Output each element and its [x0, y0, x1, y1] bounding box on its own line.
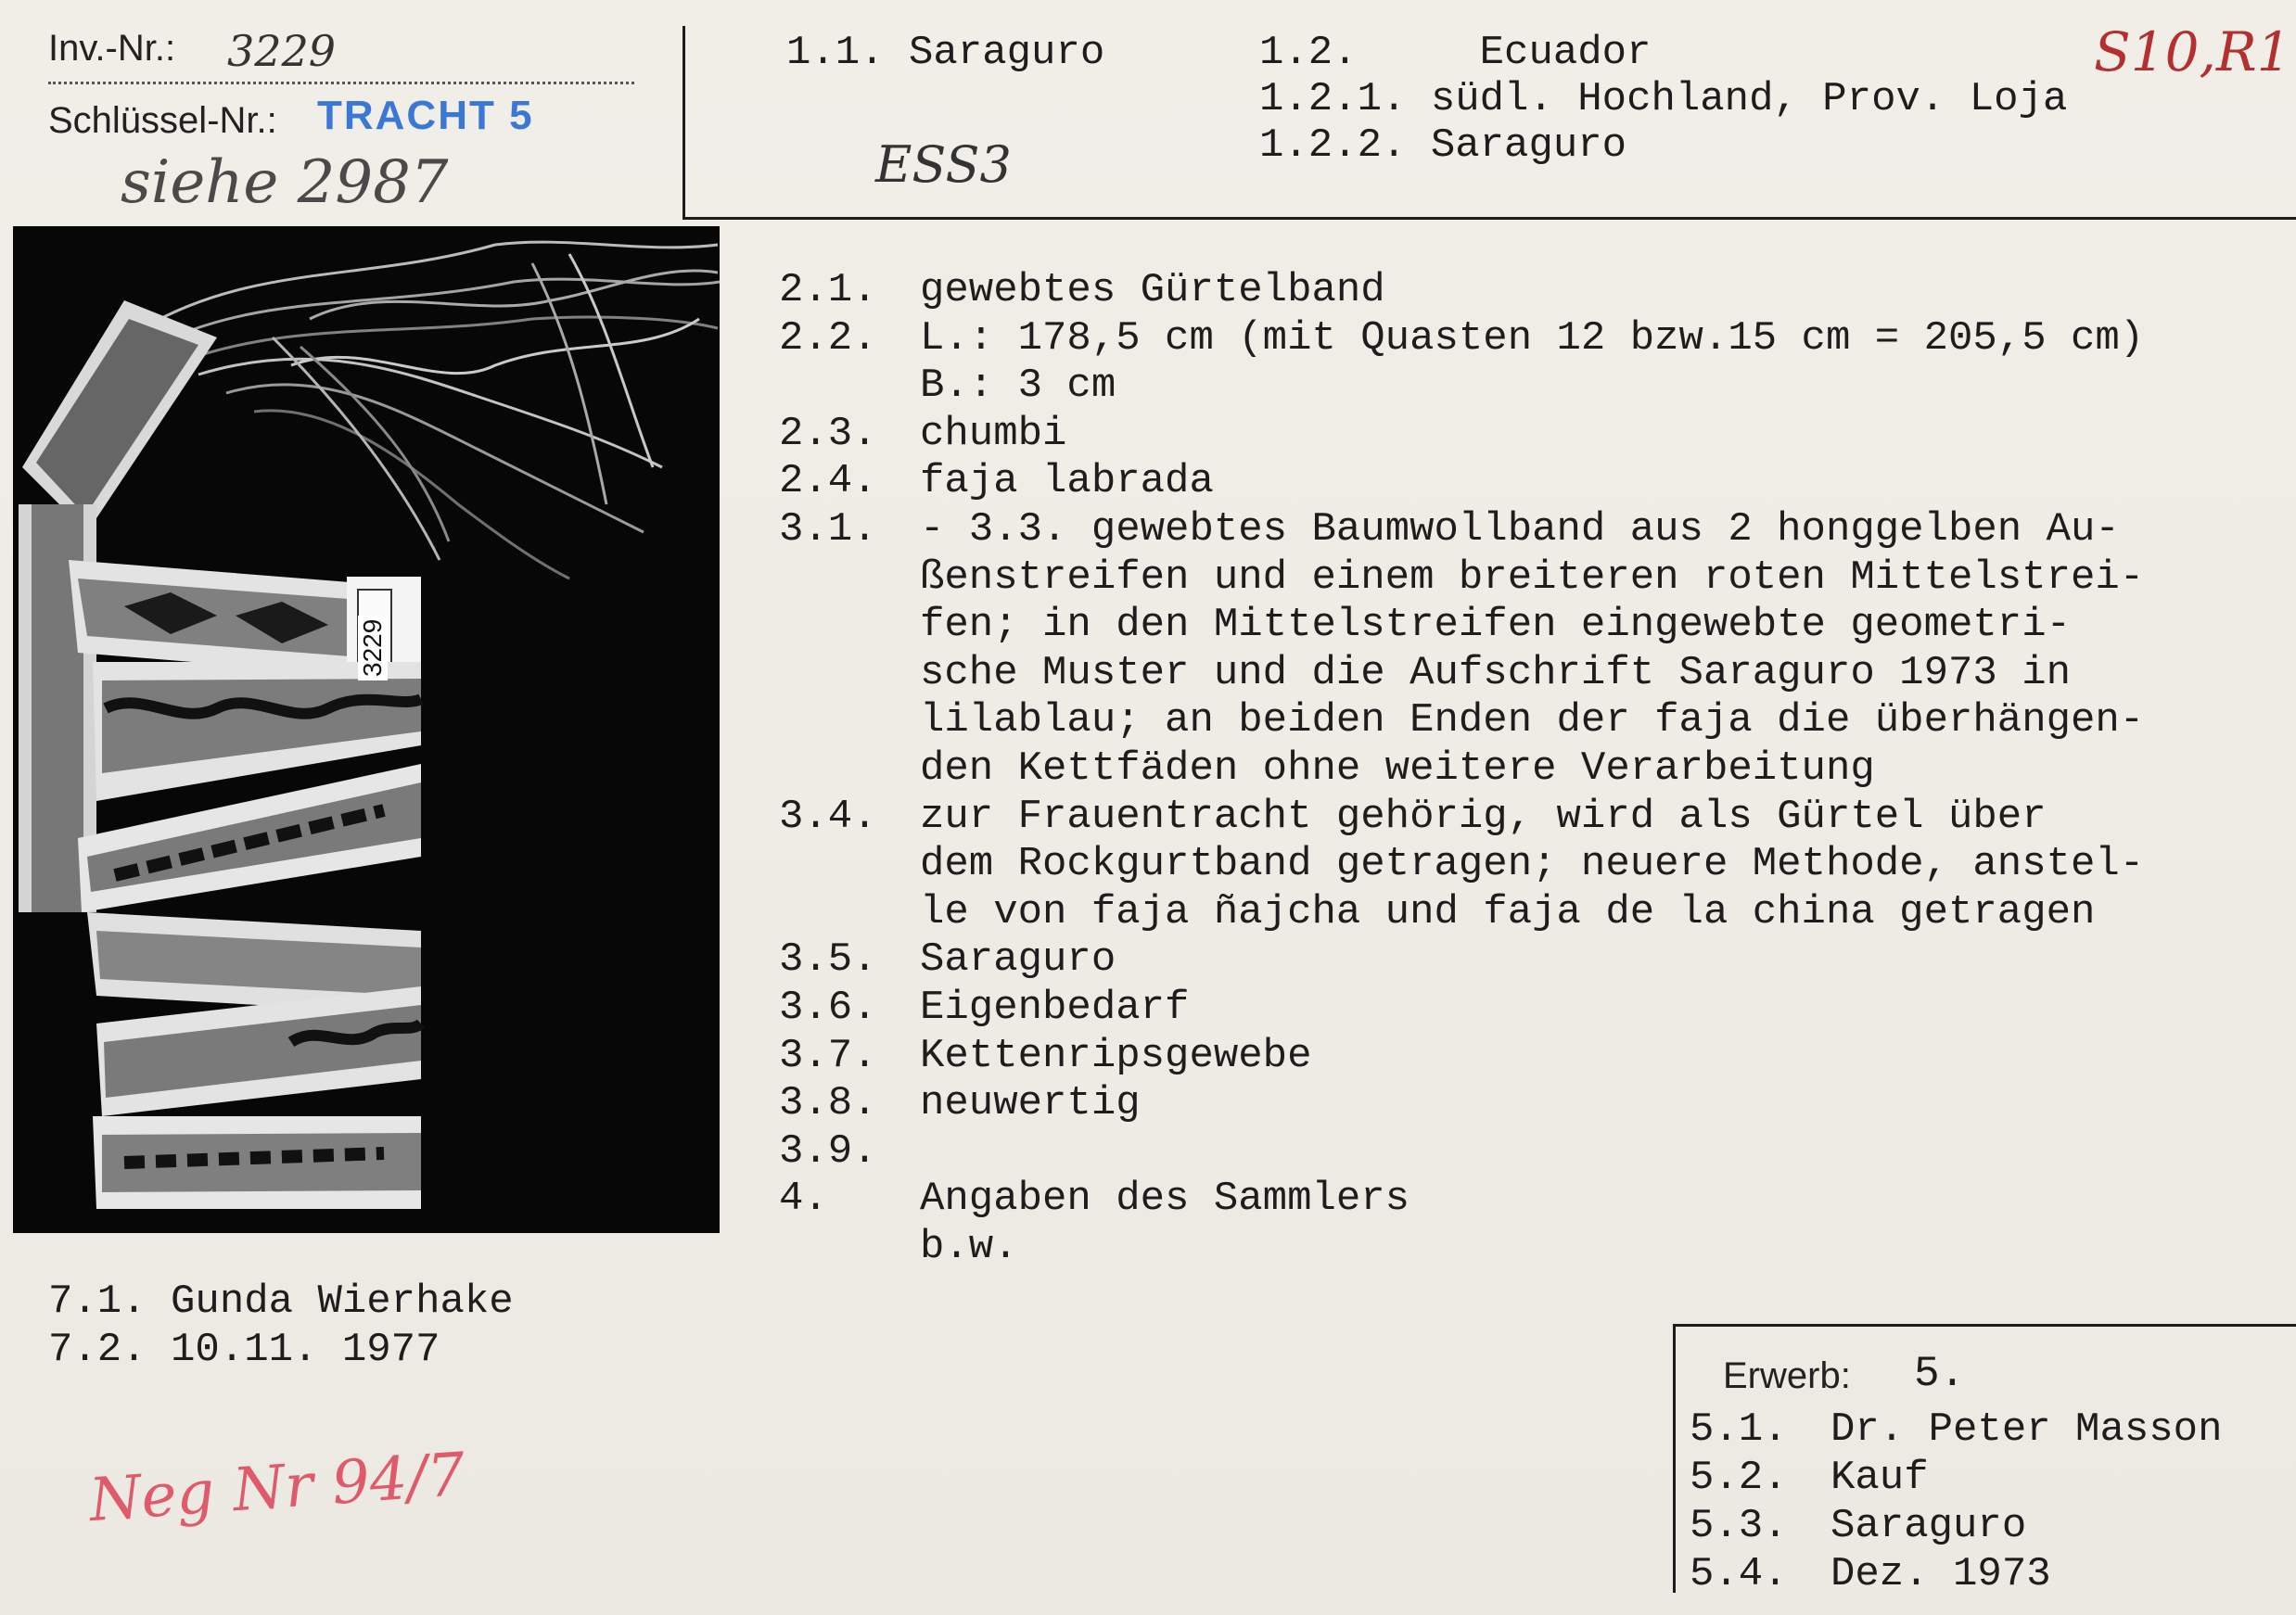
acquisition-number: 5.4. — [1690, 1551, 1788, 1597]
entry-row — [779, 554, 2144, 603]
acquisition-text: Saraguro — [1830, 1503, 2027, 1549]
entry-row — [779, 1128, 2144, 1176]
entry-number: 3.6. — [779, 984, 877, 1031]
cross-reference-note: siehe 2987 — [121, 148, 449, 217]
entry-text: - 3.3. gewebtes Baumwollband aus 2 honggelben Au- — [920, 505, 2120, 553]
entry-row — [779, 697, 2144, 745]
description-block — [779, 267, 2144, 1271]
entry-number — [779, 554, 920, 603]
field-1-2-block: 1.2. Ecuador 1.2.1. südl. Hochland, Prov. Loja 1.2.2. Saraguro — [1259, 30, 2068, 169]
entry-row — [779, 1176, 2144, 1224]
acquisition-section-number: 5. — [1914, 1350, 1966, 1398]
acquisition-text: Kauf — [1830, 1455, 1929, 1501]
inventory-number-value: 3229 — [227, 26, 337, 76]
entry-text: zur Frauentracht gehörig, wird als Gürtel über — [920, 793, 2047, 840]
entry-text: le von faja ñajcha und faja de la china getragen — [920, 888, 2096, 935]
key-number-label: Schlüssel-Nr.: — [48, 100, 277, 141]
acquisition-row — [1690, 1405, 2222, 1454]
entry-number — [779, 650, 920, 698]
entry-text: neuwertig — [920, 1080, 1141, 1127]
acquisition-label: Erwerb: — [1723, 1355, 1851, 1396]
entry-number — [779, 602, 920, 650]
field-1-1: 1.1. Saraguro — [786, 30, 1105, 76]
entry-text: lilablau; an beiden Enden der faja die überhängen- — [920, 697, 2145, 744]
entry-text: Saraguro — [920, 936, 1116, 984]
entry-row — [779, 506, 2144, 554]
entry-row — [779, 889, 2144, 937]
entry-number — [779, 745, 920, 794]
entry-number: 3.5. — [779, 936, 877, 984]
collector-block: 7.1. Gunda Wierhake 7.2. 10.11. 1977 — [48, 1278, 514, 1373]
dotted-divider — [48, 82, 634, 84]
entry-number: 2.1. — [779, 267, 877, 313]
acquisition-box-top-rule — [1673, 1324, 2296, 1327]
acquisition-number: 5.1. — [1690, 1406, 1788, 1453]
inventory-number-label: Inv.-Nr.: — [48, 28, 176, 69]
entry-text: Kettenripsgewebe — [920, 1032, 1312, 1079]
entry-text: b.w. — [920, 1223, 1018, 1270]
entry-text: Eigenbedarf — [920, 984, 1190, 1031]
acquisition-box-left-rule — [1673, 1324, 1676, 1593]
entry-row — [779, 841, 2144, 889]
entry-text: L.: 178,5 cm (mit Quasten 12 bzw.15 cm = 205,5 cm) — [920, 314, 2145, 362]
entry-number: 2.4. — [779, 458, 877, 505]
acquisition-row — [1690, 1454, 2222, 1502]
entry-text: gewebtes Gürtelband — [920, 267, 1385, 313]
entry-number: 2.2. — [779, 314, 877, 362]
entry-text: dem Rockgurtband getragen; neuere Methode, anstel- — [920, 841, 2145, 888]
entry-text: B.: 3 cm — [920, 362, 1116, 410]
acquisition-rows — [1690, 1405, 2222, 1598]
header-vertical-rule — [682, 26, 685, 217]
entry-number — [779, 697, 920, 745]
ess-code: ESS3 — [875, 135, 1012, 194]
entry-number: 2.3. — [779, 410, 877, 457]
entry-text: faja labrada — [920, 458, 1214, 505]
entry-row — [779, 1033, 2144, 1081]
negative-number-note: Neg Nr 94/7 — [86, 1440, 467, 1536]
acquisition-number: 5.2. — [1690, 1455, 1788, 1501]
entry-row — [779, 745, 2144, 794]
acquisition-text: Dez. 1973 — [1830, 1551, 2051, 1597]
entry-text: ßenstreifen und einem breiteren roten Mittelstrei- — [920, 553, 2145, 601]
entry-row — [779, 985, 2144, 1033]
entry-row — [779, 315, 2144, 363]
key-number-value: TRACHT 5 — [317, 93, 534, 138]
entry-row — [779, 794, 2144, 842]
belt-photograph — [13, 226, 720, 1233]
entry-row — [779, 362, 2144, 411]
entry-text: fen; in den Mittelstreifen eingewebte geometri- — [920, 602, 2072, 649]
entry-number — [779, 889, 920, 937]
belt-image — [13, 226, 720, 1233]
entry-text: sche Muster und die Aufschrift Saraguro 1973 in — [920, 649, 2072, 696]
header-horizontal-rule — [682, 217, 2296, 220]
entry-row — [779, 411, 2144, 459]
entry-row — [779, 267, 2144, 315]
belt-tag-number: 3229 — [358, 616, 388, 680]
entry-number — [779, 1224, 920, 1272]
entry-row — [779, 458, 2144, 506]
entry-number — [779, 362, 920, 411]
entry-text: den Kettfäden ohne weitere Verarbeitung — [920, 744, 1875, 792]
entry-text: chumbi — [920, 410, 1067, 457]
entry-row — [779, 936, 2144, 985]
acquisition-text: Dr. Peter Masson — [1830, 1406, 2223, 1453]
entry-number: 3.7. — [779, 1032, 877, 1079]
entry-number: 3.1. — [779, 505, 877, 553]
entry-row — [779, 1224, 2144, 1272]
acquisition-row — [1690, 1550, 2222, 1598]
entry-number: 3.4. — [779, 793, 877, 840]
entry-number: 3.9. — [779, 1127, 877, 1175]
acquisition-row — [1690, 1502, 2222, 1550]
entry-number: 4. — [779, 1176, 828, 1223]
entry-number: 3.8. — [779, 1080, 877, 1127]
entry-row — [779, 1080, 2144, 1128]
corner-mark: S10,R1 — [2094, 20, 2291, 83]
entry-row — [779, 650, 2144, 698]
entry-text: Angaben des Sammlers — [920, 1176, 1410, 1223]
acquisition-number: 5.3. — [1690, 1503, 1788, 1549]
entry-row — [779, 602, 2144, 650]
entry-number — [779, 841, 920, 889]
